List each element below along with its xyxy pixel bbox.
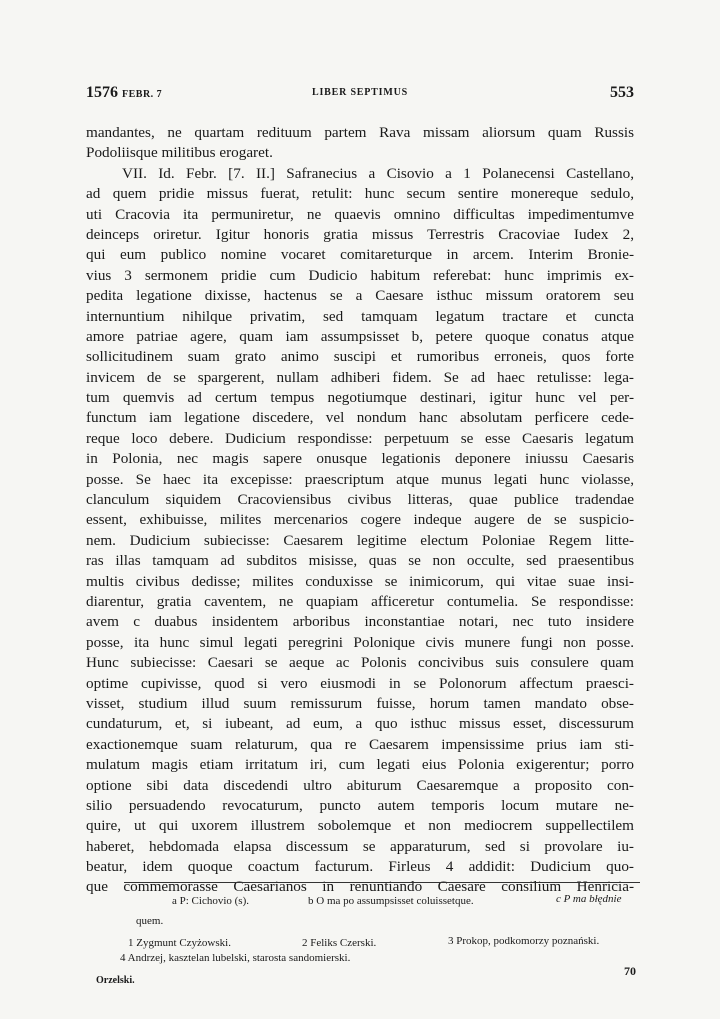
text-line: quire, ut qui uxorem illustrem sobolemque et non mediocrem suppellectilem [86,817,634,835]
text-line: nem. Dudicium subiecisse: Caesarem legitime electum Poloniae Regem litte- [86,531,634,549]
text-line: uti Cracovia ita permuniretur, ne quaevis omnino difficultas impedimentumve [86,205,634,223]
text-line: in Polonia, nec magis sapere onusque legationis deponere iniussu Caesaris [86,450,634,468]
header-year: 1576 [86,84,118,101]
footnote-4: 4 Andrzej, kasztelan lubelski, starosta sandomierski. [120,952,351,964]
text-line: reque loco debere. Dudicium respondisse: perpetuum se esse Caesaris legatum [86,429,634,447]
text-line: beatur, idem quoque coactum facturum. Firleus 4 addidit: Dudicium quo- [86,858,634,876]
text-line: deinceps oriretur. Igitur honoris gratia missus Terrestris Cracoviae Iudex 2, [86,225,634,243]
page-number: 553 [610,84,634,101]
text-line: optione sibi data discedendi ultro abiturum Caesaremque a proposito con- [86,776,634,794]
header-month-day: FEBR. 7 [122,89,163,100]
text-line: tum quemvis ad certum tempus negotiumque destinari, igitur hunc vel per- [86,389,634,407]
text-line: mulatum magis etiam irritatum iri, cum legati eius Polonia exigerentur; porro [86,756,634,774]
printer-signature: Orzelski. [96,975,135,986]
text-line: amore patriae agere, quam iam assumpsisset b, petere quoque conatus atque [86,327,634,345]
text-line: functum iam legatione discedere, vel nondum hanc absolutam perficere cede- [86,409,634,427]
text-line: mandantes, ne quartam redituum partem Rava missam aliorsum quam Russis [86,124,634,141]
footnote-c: c P ma błędnie [556,893,622,905]
text-line: avem c duabus insidentem arboribus inconstantiae notari, nec tuto insidere [86,613,634,631]
text-line: cundaturum, et, si iubeant, ad eum, a quo isthuc missus esset, discessurum [86,715,634,733]
text-line: invicem de se spargerent, nullam adhiberi fidem. Se ad haec retulisse: lega- [86,368,634,386]
text-line: posse. Se haec ita excepisse: praescriptum atque munus legati hunc violasse, [86,470,634,488]
text-line: visset, studium illud suum remissurum fuisse, horum tamen mandato obse- [86,694,634,712]
text-line: internuntium nihilque privatim, sed tamquam legatum tractare et cuncta [86,307,634,325]
text-line: diarentur, gratia caventem, ne quapiam afficeretur contumelia. Se respondisse: [86,592,634,610]
footnote-a: a P: Cichovio (s). [172,895,249,907]
text-line: Hunc subiecisse: Caesari se aeque ac Polonis concivibus suis consulere quam [86,654,634,672]
text-line: sollicitudinem suam grato animo suscipi et rumoribus erroneis, quos forte [86,348,634,366]
text-line: exactionemque suam relaturum, qua re Caesarem impensissime prius iam sti- [86,735,634,753]
text-line: Podoliisque militibus erogaret. [86,144,273,162]
text-line: vius 3 sermonem pridie cum Dudicio habitum referebat: hunc imprimis ex- [86,266,634,284]
footnote-3: 3 Prokop, podkomorzy poznański. [448,935,600,947]
text-line: essent, exhibuisse, milites mercenarios cogere indeque augere de se suspicio- [86,511,634,529]
footnote-a-continuation: quem. [136,915,164,927]
footnote-1: 1 Zygmunt Czyżowski. [128,937,231,949]
text-line: silio persuadendo revocaturum, puncto autem temporis locum mutare ne- [86,796,634,814]
text-line: optime cupivisse, quod si vero eiusmodi in se Polonorum affectum praesci- [86,674,634,692]
text-line: qui eum publico nomine vocaret comitareturque in arcem. Interim Bronie- [86,246,634,264]
main-text [86,123,634,898]
text-line: clanculum siquidem Cracoviensibus civibus litteras, quae publice tradendae [86,491,634,509]
text-line: VII. Id. Febr. [7. II.] Safranecius a Cisovio a 1 Polanecensi Castellano, [122,164,634,182]
text-line: posse, ita hunc simul legati peregrini Polonique civis munere fungi non posse. [86,633,634,651]
footnote-b: b O ma po assumpsisset coluissetque. [308,895,474,907]
running-header [86,84,634,106]
text-line: haberet, hebdomada elapsa discessum se apparaturum, sed si provolare iu- [86,837,634,855]
running-title: LIBER SEPTIMUS [312,87,408,98]
sheet-number: 70 [624,964,636,978]
text-line: multis civibus dedisse; milites conduxisse se inimicorum, qui vitae suae insi- [86,572,634,590]
footnote-rule [124,882,640,883]
text-line: ras illas tamquam ad subditos misisse, quas se non occulte, sed praesentibus [86,552,634,570]
text-line: pedita legatione dixisse, hactenus se a Caesare isthuc missum oratorem seu [86,287,634,305]
text-line: ad quem pridie missus fuerat, retulit: hunc secum sentire monereque sedulo, [86,185,634,203]
text-line: que commemorasse Caesarianos in renuntiando Caesare consilium Henricia- [86,878,634,896]
footnote-2: 2 Feliks Czerski. [302,937,377,949]
